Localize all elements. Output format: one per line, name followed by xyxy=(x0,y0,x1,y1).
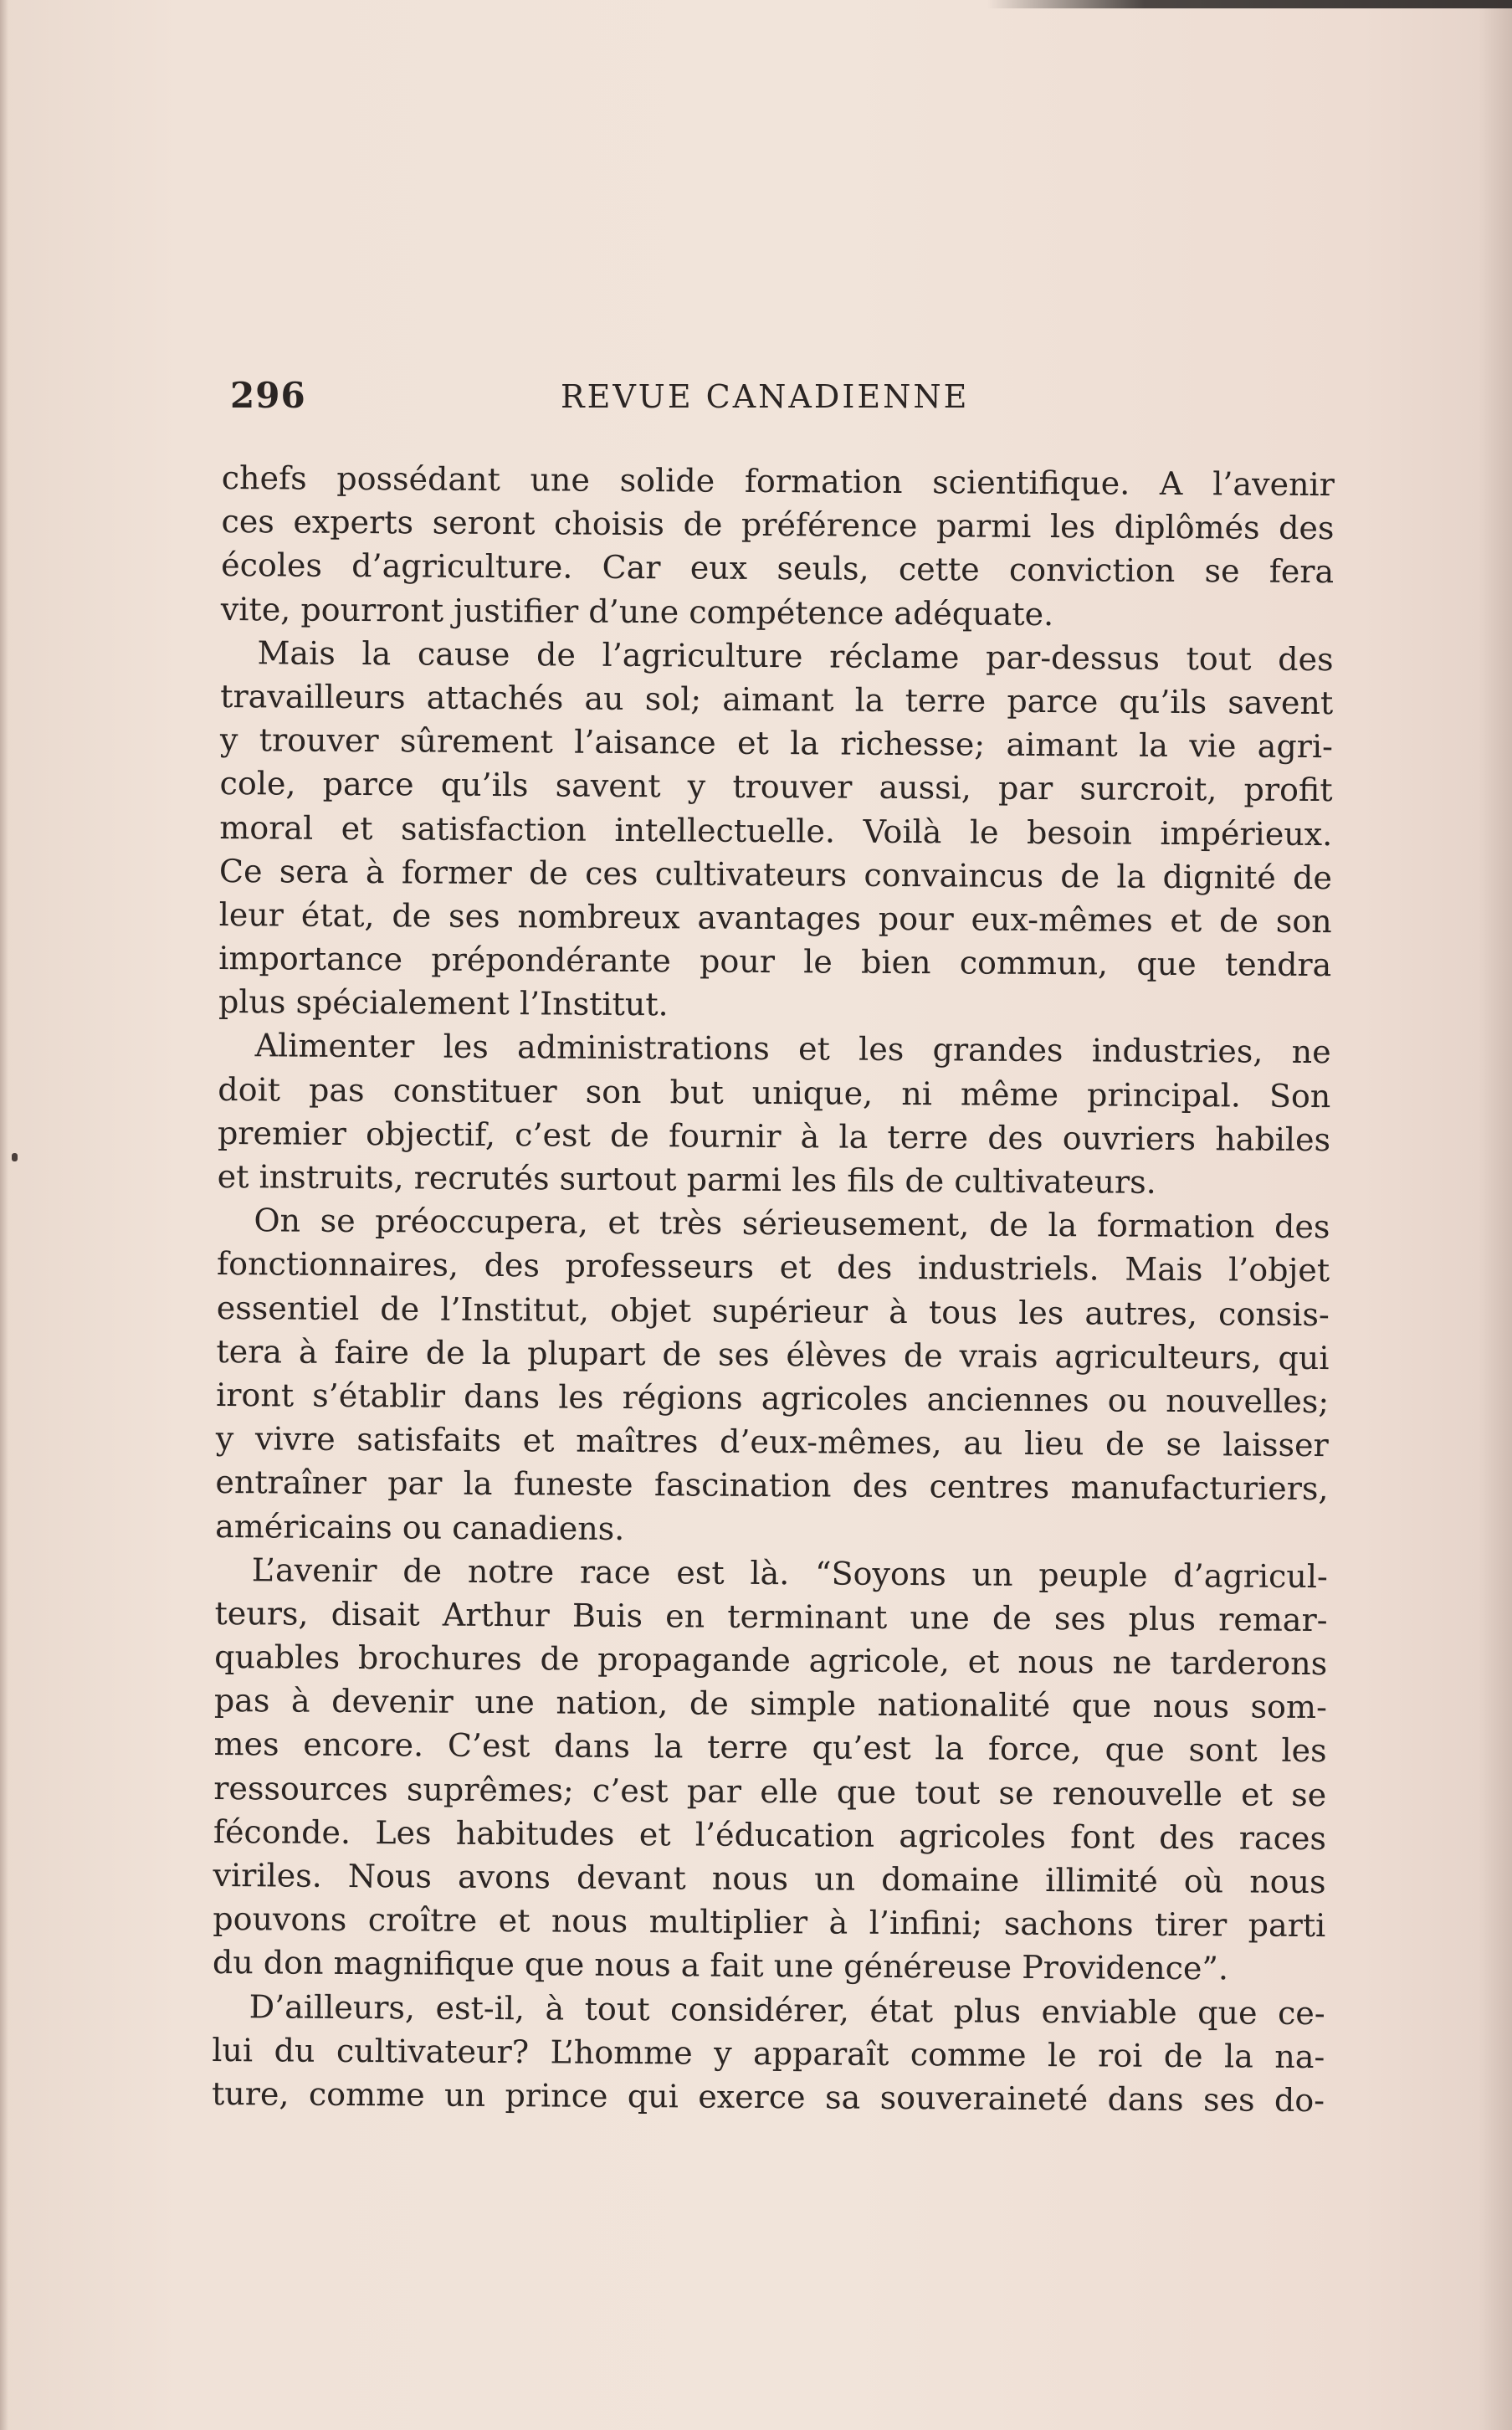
paragraph-first-line: L’avenir de notre race est là. “Soyons un peuple d’agricul- xyxy=(251,1551,1328,1595)
page-number: 296 xyxy=(230,375,306,416)
paragraph-first-line: On se préoccupera, et très sérieusement, de la formation des xyxy=(254,1202,1330,1246)
text-line: viriles. Nous avons devant nous un domaine illimité où nous xyxy=(213,1856,1326,1901)
text-line: quables brochures de propagande agricole, et nous ne tarderons xyxy=(214,1638,1328,1683)
text-line: cole, parce qu’ils savent y trouver aussi, par surcroit, profit xyxy=(219,765,1333,809)
paragraph-first-line: Mais la cause de l’agriculture réclame par-dessus tout des xyxy=(257,634,1334,678)
text-line: y trouver sûrement l’aisance et la richesse; aimant la vie agri- xyxy=(219,721,1334,766)
text-line: ture, comme un prince qui exerce sa souveraineté dans ses do- xyxy=(211,2074,1325,2120)
text-line: tera à faire de la plupart de ses élèves de vrais agriculteurs, qui xyxy=(216,1332,1330,1376)
text-line: moral et satisfaction intellectuelle. Voilà le besoin impérieux. xyxy=(219,808,1333,853)
binding-strip xyxy=(987,0,1512,8)
page-left-edge-shadow xyxy=(0,0,8,2430)
text-line: du don magnifique que nous a fait une généreuse Providence”. xyxy=(212,1944,1229,1987)
page-header xyxy=(230,375,1335,425)
text-line: fonctionnaires, des professeurs et des industriels. Mais l’objet xyxy=(216,1245,1330,1289)
text-line: lui du cultivateur? L’homme y apparaît comme le roi de la na- xyxy=(212,2031,1325,2075)
page-right-edge-shadow xyxy=(1479,0,1512,2430)
text-line: pouvons croître et nous multiplier à l’infini; sachons tirer parti xyxy=(213,1900,1326,1945)
text-line: y vivre satisfaits et maîtres d’eux-mêmes, au lieu de se laisser xyxy=(215,1420,1329,1464)
text-line: leur état, de ses nombreux avantages pour eux-mêmes et de son xyxy=(218,895,1332,940)
text-line: travailleurs attachés au sol; aimant la terre parce qu’ils savent xyxy=(220,677,1334,722)
text-line: importance prépondérante pour le bien commun, que tendra xyxy=(218,940,1332,984)
text-line: Ce sera à former de ces cultivateurs convaincus de la dignité de xyxy=(218,852,1333,896)
text-line: et instruits, recrutés surtout parmi les fils de cultivateurs. xyxy=(217,1157,1156,1201)
text-line: premier objectif, c’est de fournir à la terre des ouvriers habiles xyxy=(217,1114,1331,1158)
paragraph-first-line: Alimenter les administrations et les grandes industries, ne xyxy=(254,1027,1331,1071)
text-line: ces experts seront choisis de préférence parmi les diplômés des xyxy=(221,503,1335,547)
text-line: féconde. Les habitudes et l’éducation agricoles font des races xyxy=(213,1812,1327,1857)
paragraph-first-line: D’ailleurs, est-il, à tout considérer, état plus enviable que ce- xyxy=(249,1987,1325,2032)
text-line: iront s’établir dans les régions agricoles anciennes ou nouvelles; xyxy=(216,1376,1330,1421)
text-line: pas à devenir une nation, de simple nationalité que nous som- xyxy=(213,1682,1328,1726)
ink-speck xyxy=(12,1153,18,1161)
text-line: écoles d’agriculture. Car eux seuls, cette conviction se fera xyxy=(221,546,1335,591)
text-line: américains ou canadiens. xyxy=(215,1507,625,1547)
text-line: entraîner par la funeste fascination des centres manufacturiers, xyxy=(215,1464,1329,1508)
running-head: REVUE CANADIENNE xyxy=(561,378,970,415)
text-line: vite, pourront justifier d’une compétence adéquate. xyxy=(220,590,1054,633)
text-line: chefs possédant une solide formation scientifique. A l’avenir xyxy=(221,459,1335,504)
body-text xyxy=(212,456,1335,2122)
text-line: doit pas constituer son but unique, ni même principal. Son xyxy=(218,1070,1331,1115)
text-line: teurs, disait Arthur Buis en terminant une de ses plus remar- xyxy=(214,1594,1328,1638)
text-line: plus spécialement l’Institut. xyxy=(218,983,669,1023)
text-line: mes encore. C’est dans la terre qu’est la force, que sont les xyxy=(213,1725,1327,1770)
text-line: essentiel de l’Institut, objet supérieur à tous les autres, consis- xyxy=(216,1289,1330,1333)
text-line: ressources suprêmes; c’est par elle que tout se renouvelle et se xyxy=(213,1769,1327,1813)
